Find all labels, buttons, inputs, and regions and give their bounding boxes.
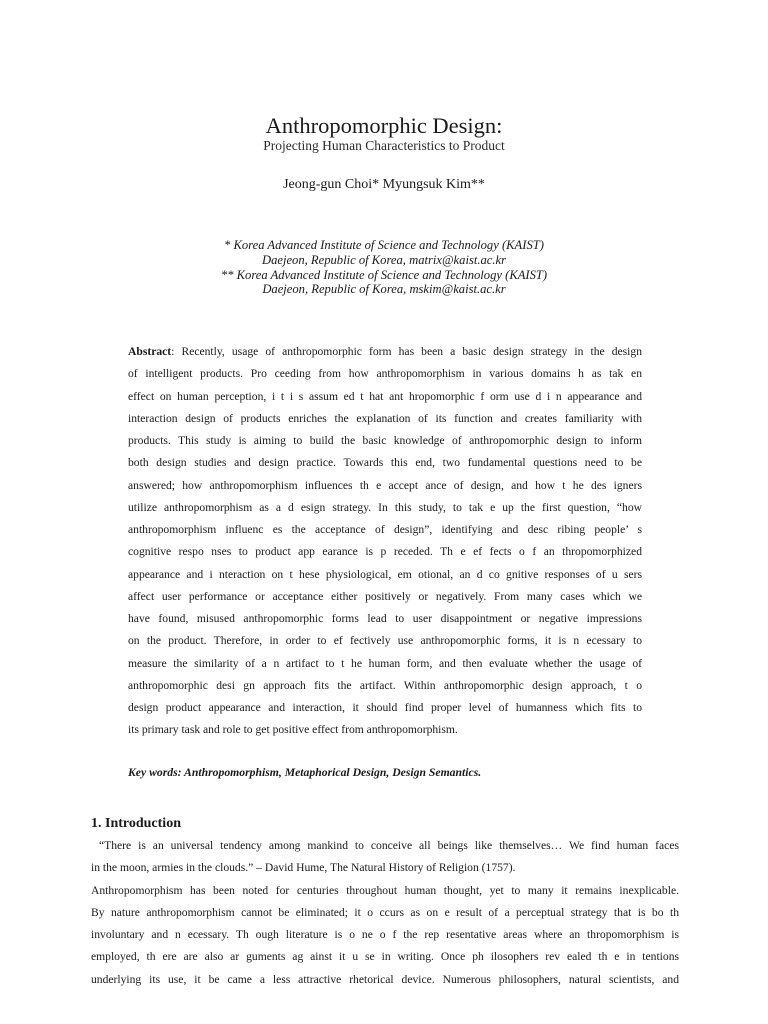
abstract-line: products. This study is aiming to build the basic knowledge of anthropomorphic design to inform xyxy=(128,434,642,447)
abstract-line: interaction design of products enriches the explanation of its function and creates familiarity with xyxy=(128,411,642,425)
abstract-line xyxy=(128,341,642,363)
affiliations xyxy=(0,238,768,297)
body-line: By nature anthropomorphism cannot be eliminated; it o ccurs as on e result of a perceptual strategy that is bo th xyxy=(91,905,679,919)
abstract-line: have found, misused anthropomorphic forms lead to user disappointment or negative impressions xyxy=(128,612,642,625)
body-line: employed, th ere are also ar guments ag ainst it u se in writing. Once ph ilosophers rev ealed th e in tentions xyxy=(91,950,679,964)
author-list: Jeong-gun Choi* Myungsuk Kim** xyxy=(283,177,485,192)
body-line: in the moon, armies in the clouds.” – David Hume, The Natural History of Religion (1757). xyxy=(91,861,516,875)
paper-title: Anthropomorphic Design: xyxy=(265,113,503,138)
abstract-line: design product appearance and interaction, it should find proper level of humanness which fits to xyxy=(128,701,642,714)
abstract-line: measure the similarity of a n artifact to t he human form, and then evaluate whether the usage of xyxy=(128,656,642,670)
body-line: involuntary and n ecessary. Th ough literature is o ne o f the rep resentative areas where an thropomorphism is xyxy=(91,928,679,942)
body-line: Anthropomorphism has been noted for centuries throughout human thought, yet to many it remains inexplicable. xyxy=(91,883,679,897)
abstract-label: Abstract xyxy=(128,345,172,358)
abstract-line: anthropomorphism influenc es the acceptance of design”, identifying and desc ribing people’ s xyxy=(128,523,642,536)
body-line: underlying its use, it be came a less attractive rhetorical device. Numerous philosophers, natural scientists, and xyxy=(91,972,679,986)
abstract-line: of intelligent products. Pro ceeding from how anthropomorphism in various domains h as tak en xyxy=(128,367,642,381)
paper-subtitle: Projecting Human Characteristics to Product xyxy=(263,138,505,153)
abstract-text: : Recently, usage of anthropomorphic form has been a basic design strategy in the design xyxy=(171,345,642,358)
abstract-line: cognitive respo nses to product app earance is p receded. Th e ef fects o f an thropomorphized xyxy=(128,545,642,559)
keywords: Key words: Anthropomorphism, Metaphorical Design, Design Semantics. xyxy=(128,766,482,779)
abstract xyxy=(128,341,642,742)
section-heading: 1. Introduction xyxy=(91,816,181,831)
abstract-line: anthropomorphic desi gn approach fits the artifact. Within anthropomorphic design approach, t o xyxy=(128,678,642,692)
introduction-body xyxy=(91,835,679,991)
abstract-line: answered; how anthropomorphism influences th e accept ance of design, and how t he des igners xyxy=(128,478,642,492)
abstract-line: utilize anthropomorphism as a d esign strategy. In this study, to tak e up the first question, “how xyxy=(128,500,642,514)
body-line: “There is an universal tendency among mankind to conceive all beings like themselves… We find human faces xyxy=(99,839,679,852)
abstract-line: appearance and i nteraction on t hese physiological, em otional, an d co gnitive responses of u sers xyxy=(128,567,642,581)
abstract-line: its primary task and role to get positive effect from anthropomorphism. xyxy=(128,723,458,737)
affiliation-line: ** Korea Advanced Institute of Science and Technology (KAIST) xyxy=(220,267,548,282)
abstract-line: effect on human perception, i t i s assum ed t hat ant hropomorphic f orm use d i n appearance and xyxy=(128,389,642,403)
affiliation-line: * Korea Advanced Institute of Science and Technology (KAIST) xyxy=(224,238,544,252)
affiliation-line: Daejeon, Republic of Korea, mskim@kaist.ac.kr xyxy=(262,282,506,297)
abstract-line: affect user performance or acceptance either positively or negatively. From many cases which we xyxy=(128,589,642,603)
affiliation-line: Daejeon, Republic of Korea, matrix@kaist.ac.kr xyxy=(261,252,507,267)
abstract-line: both design studies and design practice. Towards this end, two fundamental questions need to be xyxy=(128,456,642,470)
abstract-line: on the product. Therefore, in order to ef fectively use anthropomorphic forms, it is n ecessary to xyxy=(128,634,642,648)
